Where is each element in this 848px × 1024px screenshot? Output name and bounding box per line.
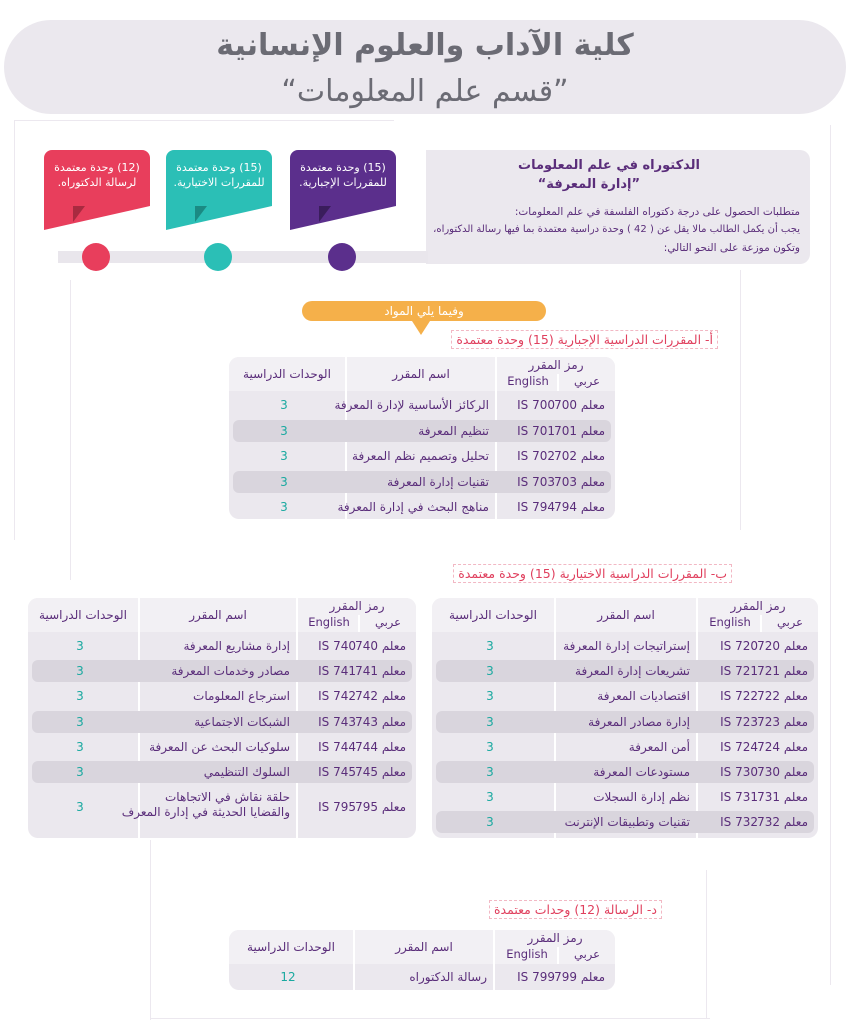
course-code-english: IS 701 xyxy=(517,423,555,438)
timeline-dot-elective xyxy=(204,243,232,271)
course-name: نظم إدارة السجلات xyxy=(593,790,690,805)
flag-elective-units: (15) وحدة معتمدة xyxy=(176,161,262,174)
credit-units: 3 xyxy=(486,815,494,830)
requirements-heading: متطلبات الحصول على درجة دكتوراه الفلسفة في علم المعلومات: xyxy=(514,206,800,218)
course-code-arabic: معلم 721 xyxy=(757,664,808,679)
timeline-dot-thesis xyxy=(82,243,110,271)
course-name: مصادر وخدمات المعرفة xyxy=(171,664,290,679)
flag-mandatory xyxy=(290,150,396,206)
course-name: تقنيات إدارة المعرفة xyxy=(387,474,489,489)
course-code-english: IS 794 xyxy=(517,500,555,514)
header-arabic-code: عربي xyxy=(574,947,600,961)
elective-courses-table-right xyxy=(432,598,818,838)
table-row xyxy=(233,471,611,493)
table-row xyxy=(32,786,412,828)
column-separator xyxy=(358,615,360,632)
flag-thesis-tail xyxy=(44,206,150,230)
credit-units: 3 xyxy=(486,765,494,779)
header-course-code-label: رمز المقرر xyxy=(329,599,385,613)
course-code-english: IS 700 xyxy=(517,398,555,412)
table-row xyxy=(233,394,611,416)
flag-elective-tail xyxy=(166,206,272,230)
timeline-bar xyxy=(58,251,428,263)
course-code-english: IS 741 xyxy=(318,664,356,679)
flag-elective-label: للمقررات الاختيارية. xyxy=(173,176,265,189)
table-row xyxy=(436,811,814,833)
page-title: كلية الآداب والعلوم الإنسانية xyxy=(216,28,634,63)
course-code-arabic: معلم 745 xyxy=(355,765,406,779)
table-row xyxy=(32,736,412,758)
course-code-english: IS 744 xyxy=(318,739,356,754)
requirements-text: يجب أن يكمل الطالب مالا يقل عن ( 42 ) وحدة دراسية معتمدة بما فيها رسالة الدكتوراه، xyxy=(433,224,800,235)
credit-units: 3 xyxy=(486,689,494,704)
decorative-line xyxy=(14,120,15,540)
course-code-english: IS 703 xyxy=(517,474,555,489)
credit-units: 3 xyxy=(76,689,84,704)
course-code-arabic: معلم 702 xyxy=(554,449,605,463)
page-header xyxy=(4,20,846,114)
course-code-arabic: معلم 724 xyxy=(757,739,808,754)
course-name: الركائز الأساسية لإدارة المعرفة xyxy=(334,398,489,412)
course-code-english: IS 745 xyxy=(318,765,356,779)
header-course-code xyxy=(497,357,615,391)
decorative-line xyxy=(70,280,71,580)
course-code-english: IS 731 xyxy=(720,790,758,805)
flag-thesis xyxy=(44,150,150,206)
flag-elective-fold xyxy=(195,206,207,222)
column-separator xyxy=(557,947,559,964)
credit-units: 3 xyxy=(76,639,84,653)
course-code-english: IS 723 xyxy=(720,714,758,729)
course-name-line: والقضايا الحديثة في إدارة المعرف xyxy=(121,805,290,820)
credit-units: 3 xyxy=(76,714,84,729)
course-name-line: حلقة نقاش في الاتجاهات xyxy=(165,790,290,805)
timeline-dot-mandatory xyxy=(328,243,356,271)
course-code-english: IS 722 xyxy=(720,689,758,704)
flag-elective xyxy=(166,150,272,206)
course-name: سلوكيات البحث عن المعرفة xyxy=(149,739,290,754)
course-code-english: IS 795 xyxy=(318,800,356,815)
header-credit-units: الوحدات الدراسية xyxy=(432,598,554,632)
credit-units: 3 xyxy=(280,500,288,514)
table-row xyxy=(32,660,412,682)
header-english-code: English xyxy=(506,947,548,961)
course-code-arabic: معلم 731 xyxy=(757,790,808,805)
header-course-name: اسم المقرر xyxy=(347,357,495,391)
table-row xyxy=(233,420,611,442)
header-course-name: اسم المقرر xyxy=(556,598,696,632)
course-code-english: IS 724 xyxy=(720,739,758,754)
table-row xyxy=(436,685,814,707)
course-code-arabic: معلم 743 xyxy=(355,714,406,729)
course-name: تشريعات إدارة المعرفة xyxy=(575,664,690,679)
header-arabic-code: عربي xyxy=(777,615,803,629)
header-course-name: اسم المقرر xyxy=(355,930,493,964)
header-credit-units: الوحدات الدراسية xyxy=(229,357,345,391)
header-course-name: اسم المقرر xyxy=(140,598,296,632)
course-name: إدارة مشاريع المعرفة xyxy=(183,639,290,653)
table-row xyxy=(32,685,412,707)
flag-mandatory-fold xyxy=(319,206,331,222)
course-name: اقتصاديات المعرفة xyxy=(597,689,690,704)
course-code-english: IS 740 xyxy=(318,639,356,653)
course-code-arabic: معلم 744 xyxy=(355,739,406,754)
subjects-pill-pointer xyxy=(412,321,430,335)
header-course-code-label: رمز المقرر xyxy=(527,931,583,945)
credit-units: 12 xyxy=(280,970,296,984)
table-row xyxy=(436,786,814,808)
course-name: تقنيات وتطبيقات الإنترنت xyxy=(564,815,690,830)
course-code-english: IS 799 xyxy=(517,970,555,984)
flag-mandatory-tail xyxy=(290,206,396,230)
course-name: مستودعات المعرفة xyxy=(593,765,690,779)
table-row xyxy=(436,761,814,783)
course-code-english: IS 742 xyxy=(318,689,356,704)
thesis-table xyxy=(229,930,615,990)
credit-units: 3 xyxy=(76,739,84,754)
decorative-line xyxy=(706,870,707,1018)
credit-units: 3 xyxy=(76,664,84,679)
decorative-line xyxy=(14,120,394,121)
course-code-arabic: معلم 740 xyxy=(355,639,406,653)
flag-thesis-fold xyxy=(73,206,85,222)
section-d-heading: د- الرسالة (12) وحدات معتمدة xyxy=(489,900,662,919)
course-name: إستراتيجات إدارة المعرفة xyxy=(563,639,690,653)
course-code-arabic: معلم 742 xyxy=(355,689,406,704)
table-row xyxy=(233,966,611,988)
course-code-english: IS 732 xyxy=(720,815,758,830)
credit-units: 3 xyxy=(486,790,494,805)
credit-units: 3 xyxy=(280,398,288,412)
header-english-code: English xyxy=(709,615,751,629)
table-row xyxy=(436,660,814,682)
course-code-english: IS 721 xyxy=(720,664,758,679)
table-row xyxy=(233,445,611,467)
subjects-pill: وفيما يلي المواد xyxy=(302,301,546,321)
program-title: الدكتوراه في علم المعلومات xyxy=(518,158,700,173)
course-code-english: IS 702 xyxy=(517,449,555,463)
flag-mandatory-units: (15) وحدة معتمدة xyxy=(300,161,386,174)
course-code-english: IS 720 xyxy=(720,639,758,653)
column-separator xyxy=(557,374,559,391)
column-separator xyxy=(760,615,762,632)
credit-units: 3 xyxy=(486,739,494,754)
decorative-line xyxy=(150,1018,710,1019)
page-subtitle: ”قسم علم المعلومات“ xyxy=(281,74,569,109)
table-row xyxy=(436,635,814,657)
course-name: مناهج البحث في إدارة المعرفة xyxy=(337,500,489,514)
table-row xyxy=(436,711,814,733)
course-code-arabic: معلم 723 xyxy=(757,714,808,729)
course-code-arabic: معلم 701 xyxy=(554,423,605,438)
mandatory-courses-table xyxy=(229,357,615,519)
course-name: إدارة مصادر المعرفة xyxy=(588,714,690,729)
header-credit-units: الوحدات الدراسية xyxy=(28,598,138,632)
credit-units: 3 xyxy=(280,423,288,438)
credit-units: 3 xyxy=(486,639,494,653)
credit-units: 3 xyxy=(76,765,84,779)
credit-units: 3 xyxy=(280,449,288,463)
course-code-arabic: معلم 720 xyxy=(757,639,808,653)
course-code-arabic: معلم 722 xyxy=(757,689,808,704)
flag-mandatory-label: للمقررات الإجبارية. xyxy=(299,176,387,189)
decorative-line xyxy=(150,840,151,1020)
course-code-english: IS 743 xyxy=(318,714,356,729)
header-arabic-code: عربي xyxy=(375,615,401,629)
decorative-line xyxy=(740,270,741,530)
course-code-arabic: معلم 700 xyxy=(554,398,605,412)
program-info-box xyxy=(426,150,810,264)
course-code-arabic: معلم 799 xyxy=(554,970,605,984)
flag-thesis-label: لرسالة الدكتوراه. xyxy=(57,176,137,189)
credit-units: 3 xyxy=(76,800,84,815)
header-credit-units: الوحدات الدراسية xyxy=(229,930,353,964)
header-english-code: English xyxy=(308,615,350,629)
credit-units: 3 xyxy=(280,474,288,489)
elective-courses-table-left xyxy=(28,598,416,838)
section-b-heading: ب- المقررات الدراسية الاختيارية (15) وحدة معتمدة xyxy=(453,564,732,583)
course-code-arabic: معلم 795 xyxy=(355,800,406,815)
flag-thesis-units: (12) وحدة معتمدة xyxy=(54,161,140,174)
credit-units: 3 xyxy=(486,664,494,679)
course-code-arabic: معلم 741 xyxy=(355,664,406,679)
table-row xyxy=(32,761,412,783)
course-name xyxy=(121,790,290,832)
header-course-code-label: رمز المقرر xyxy=(528,358,584,372)
header-course-code xyxy=(298,598,416,632)
header-course-code xyxy=(495,930,615,964)
course-name: تحليل وتصميم نظم المعرفة xyxy=(352,449,489,463)
header-english-code: English xyxy=(507,374,549,388)
table-row xyxy=(32,635,412,657)
course-code-arabic: معلم 732 xyxy=(757,815,808,830)
requirements-distribution: وتكون موزعة على النحو التالي: xyxy=(663,242,800,254)
table-row xyxy=(436,736,814,758)
course-name: أمن المعرفة xyxy=(628,739,690,754)
course-code-arabic: معلم 730 xyxy=(757,765,808,779)
course-code-arabic: معلم 703 xyxy=(554,474,605,489)
table-row xyxy=(32,711,412,733)
course-name: استرجاع المعلومات xyxy=(193,689,290,704)
course-name: تنظيم المعرفة xyxy=(418,423,489,438)
header-course-code xyxy=(698,598,818,632)
program-subtitle: ”إدارة المعرفة“ xyxy=(537,177,640,192)
course-name: الشبكات الاجتماعية xyxy=(194,714,290,729)
decorative-line xyxy=(830,125,831,985)
header-course-code-label: رمز المقرر xyxy=(730,599,786,613)
course-name: رسالة الدكتوراه xyxy=(409,970,487,984)
header-arabic-code: عربي xyxy=(574,374,600,388)
section-a-heading: أ- المقررات الدراسية الإجبارية (15) وحدة معتمدة xyxy=(451,330,718,349)
credit-units: 3 xyxy=(486,714,494,729)
course-code-english: IS 730 xyxy=(720,765,758,779)
table-row xyxy=(233,496,611,518)
course-name: السلوك التنظيمي xyxy=(203,765,290,779)
course-code-arabic: معلم 794 xyxy=(554,500,605,514)
